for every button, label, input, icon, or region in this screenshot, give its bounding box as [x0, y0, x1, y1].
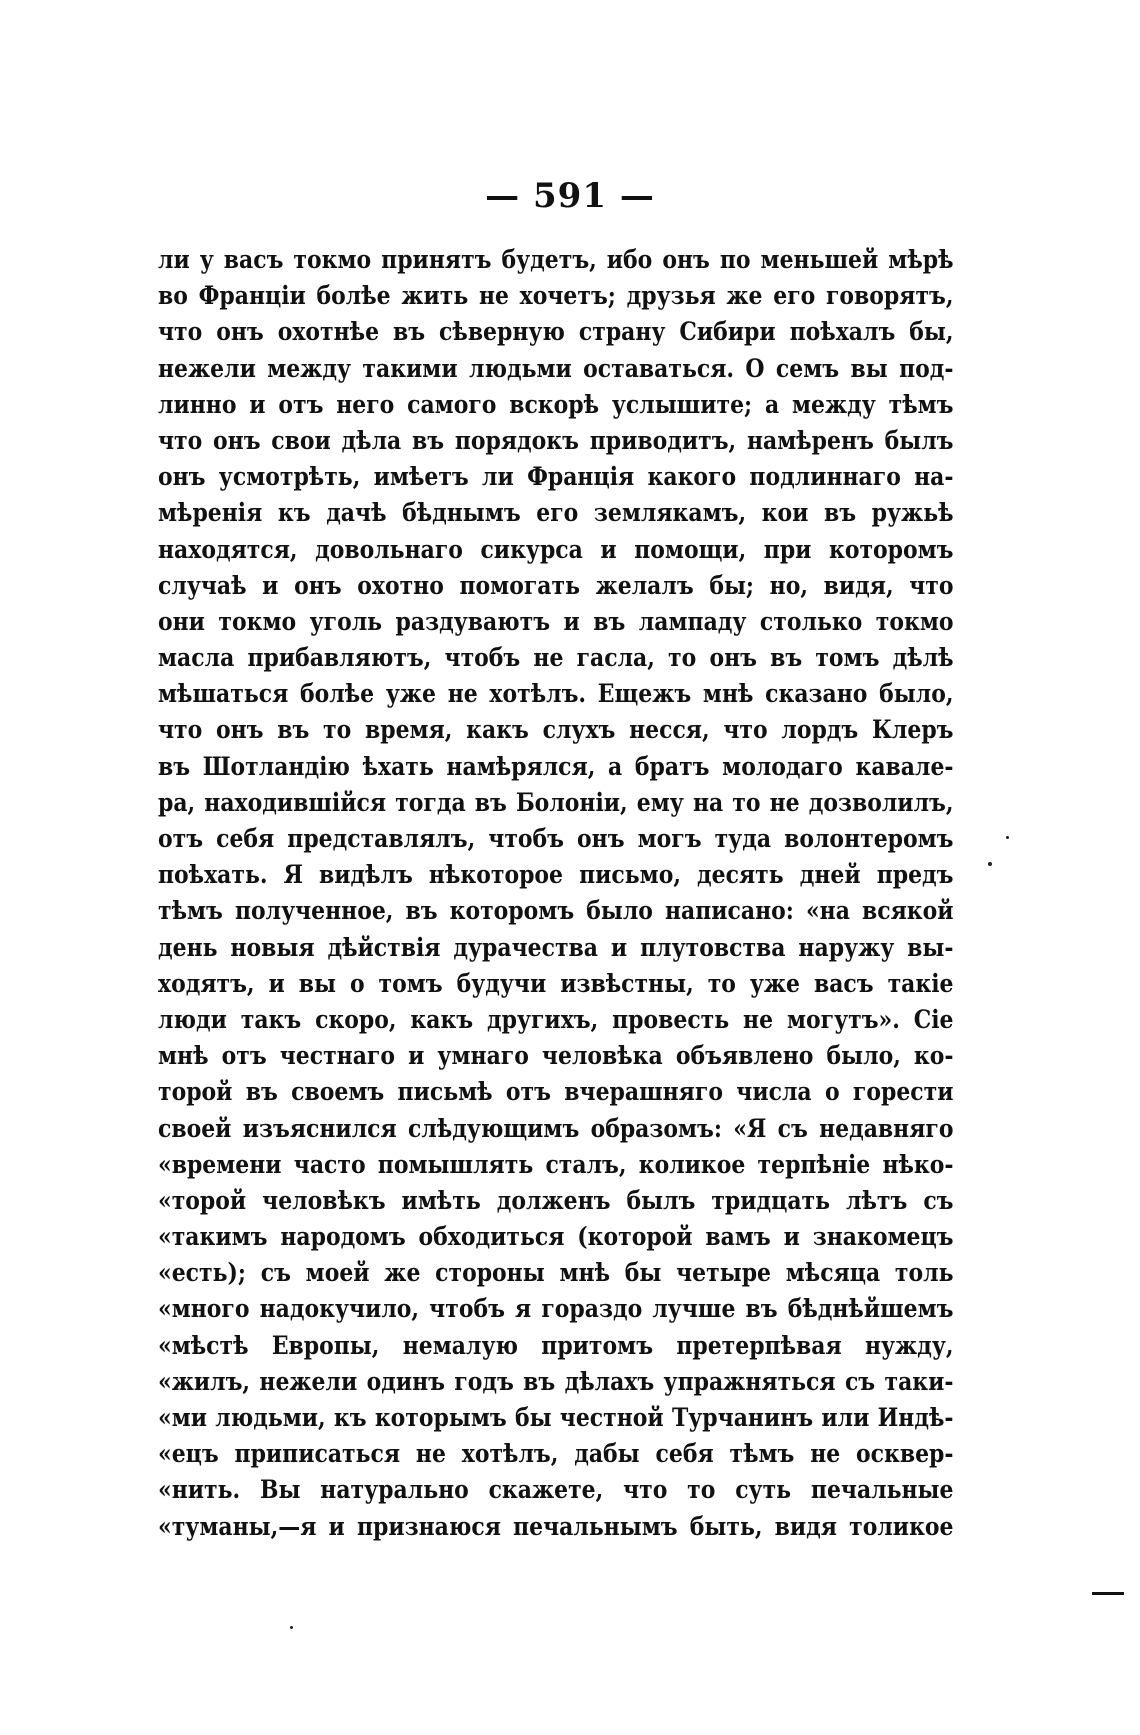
text-line: «ми людьми, къ которымъ бы честной Турчанинъ или Индѣ-	[158, 1403, 954, 1433]
text-line: что онъ въ то время, какъ слухъ несся, что лордъ Клеръ	[158, 715, 954, 746]
ink-speck	[290, 1626, 293, 1629]
text-line: они токмо уголь раздуваютъ и въ лампаду столько токмо	[158, 606, 954, 637]
text-line: «времени часто помышлять сталъ, коликое терпѣніе нѣко-	[158, 1149, 954, 1180]
text-line: «такимъ народомъ обходиться (которой вамъ и знакомецъ	[158, 1222, 954, 1253]
page-number: — 591 —	[485, 176, 655, 216]
text-line: «жилъ, нежели одинъ годъ въ дѣлахъ упражняться съ таки-	[158, 1366, 954, 1397]
text-line: ра, находившійся тогда въ Болоніи, ему на то не дозволилъ,	[158, 787, 954, 818]
margin-dash-mark	[1092, 1592, 1124, 1595]
ink-speck	[1006, 836, 1009, 839]
text-line: торой въ своемъ письмѣ отъ вчерашняго числа о горести	[158, 1077, 954, 1108]
text-line: «нить. Вы натурально скажете, что то суть печальные	[158, 1475, 954, 1506]
text-line: нежели между такими людьми оставаться. О семъ вы под-	[158, 353, 954, 384]
text-line: «ецъ приписаться не хотѣлъ, дабы себя тѣмъ не осквер-	[158, 1439, 954, 1470]
text-line: находятся, довольнаго сикурса и помощи, при которомъ	[158, 534, 954, 565]
text-line: тѣмъ полученное, въ которомъ было написано: «на всякой	[158, 896, 954, 927]
text-line: «торой человѣкъ имѣть долженъ былъ тридцать лѣтъ съ	[158, 1185, 954, 1216]
text-line: отъ себя представлялъ, чтобъ онъ могъ туда волонтеромъ	[158, 824, 954, 854]
text-line: онъ усмотрѣть, имѣетъ ли Франція какого подлиннаго на-	[158, 462, 954, 493]
text-line: мѣренія къ дачѣ бѣднымъ его землякамъ, кои въ ружьѣ	[158, 498, 954, 529]
text-line: «мѣстѣ Европы, немалую притомъ претерпѣвая нужду,	[158, 1330, 954, 1361]
text-line: день новыя дѣйствія дурачества и плутовства наружу вы-	[158, 932, 954, 963]
text-line: линно и отъ него самого вскорѣ услышите; а между тѣмъ	[158, 389, 954, 420]
text-line: «много надокучило, чтобъ я гораздо лучше въ бѣднѣйшемъ	[158, 1294, 954, 1325]
text-line: «туманы,—я и признаюся печальнымъ быть, видя толикое	[158, 1511, 954, 1542]
text-line: случаѣ и онъ охотно помогать желалъ бы; но, видя, что	[158, 570, 954, 601]
text-line: масла прибавляютъ, чтобъ не гасла, то онъ въ томъ дѣлѣ	[158, 643, 954, 674]
text-line: что онъ охотнѣе въ сѣверную страну Сибири поѣхалъ бы,	[158, 317, 954, 348]
text-line: во Франціи болѣе жить не хочетъ; друзья же его говорятъ,	[158, 281, 954, 312]
text-line: мѣшаться болѣе уже не хотѣлъ. Ещежъ мнѣ сказано было,	[158, 679, 954, 710]
text-line: ходятъ, и вы о томъ будучи извѣстны, то уже васъ такіе	[158, 968, 954, 999]
ink-speck	[988, 862, 992, 866]
text-line: ли у васъ токмо принятъ будетъ, ибо онъ по меньшей мѣрѣ	[158, 245, 954, 275]
text-line: что онъ свои дѣла въ порядокъ приводитъ, намѣренъ былъ	[158, 425, 954, 456]
text-line: люди такъ скоро, какъ другихъ, провесть не могутъ». Сіе	[158, 1004, 954, 1035]
text-line: въ Шотландію ѣхать намѣрялся, а братъ молодаго кавале-	[158, 751, 954, 782]
text-line: своей изъяснился слѣдующимъ образомъ: «Я съ недавняго	[158, 1113, 954, 1144]
body-text	[158, 242, 954, 1545]
text-line: поѣхать. Я видѣлъ нѣкоторое письмо, десять дней предъ	[158, 860, 954, 891]
text-line: мнѣ отъ честнаго и умнаго человѣка объявлено было, ко-	[158, 1041, 954, 1072]
text-line: «есть); съ моей же стороны мнѣ бы четыре мѣсяца толь	[158, 1258, 954, 1289]
